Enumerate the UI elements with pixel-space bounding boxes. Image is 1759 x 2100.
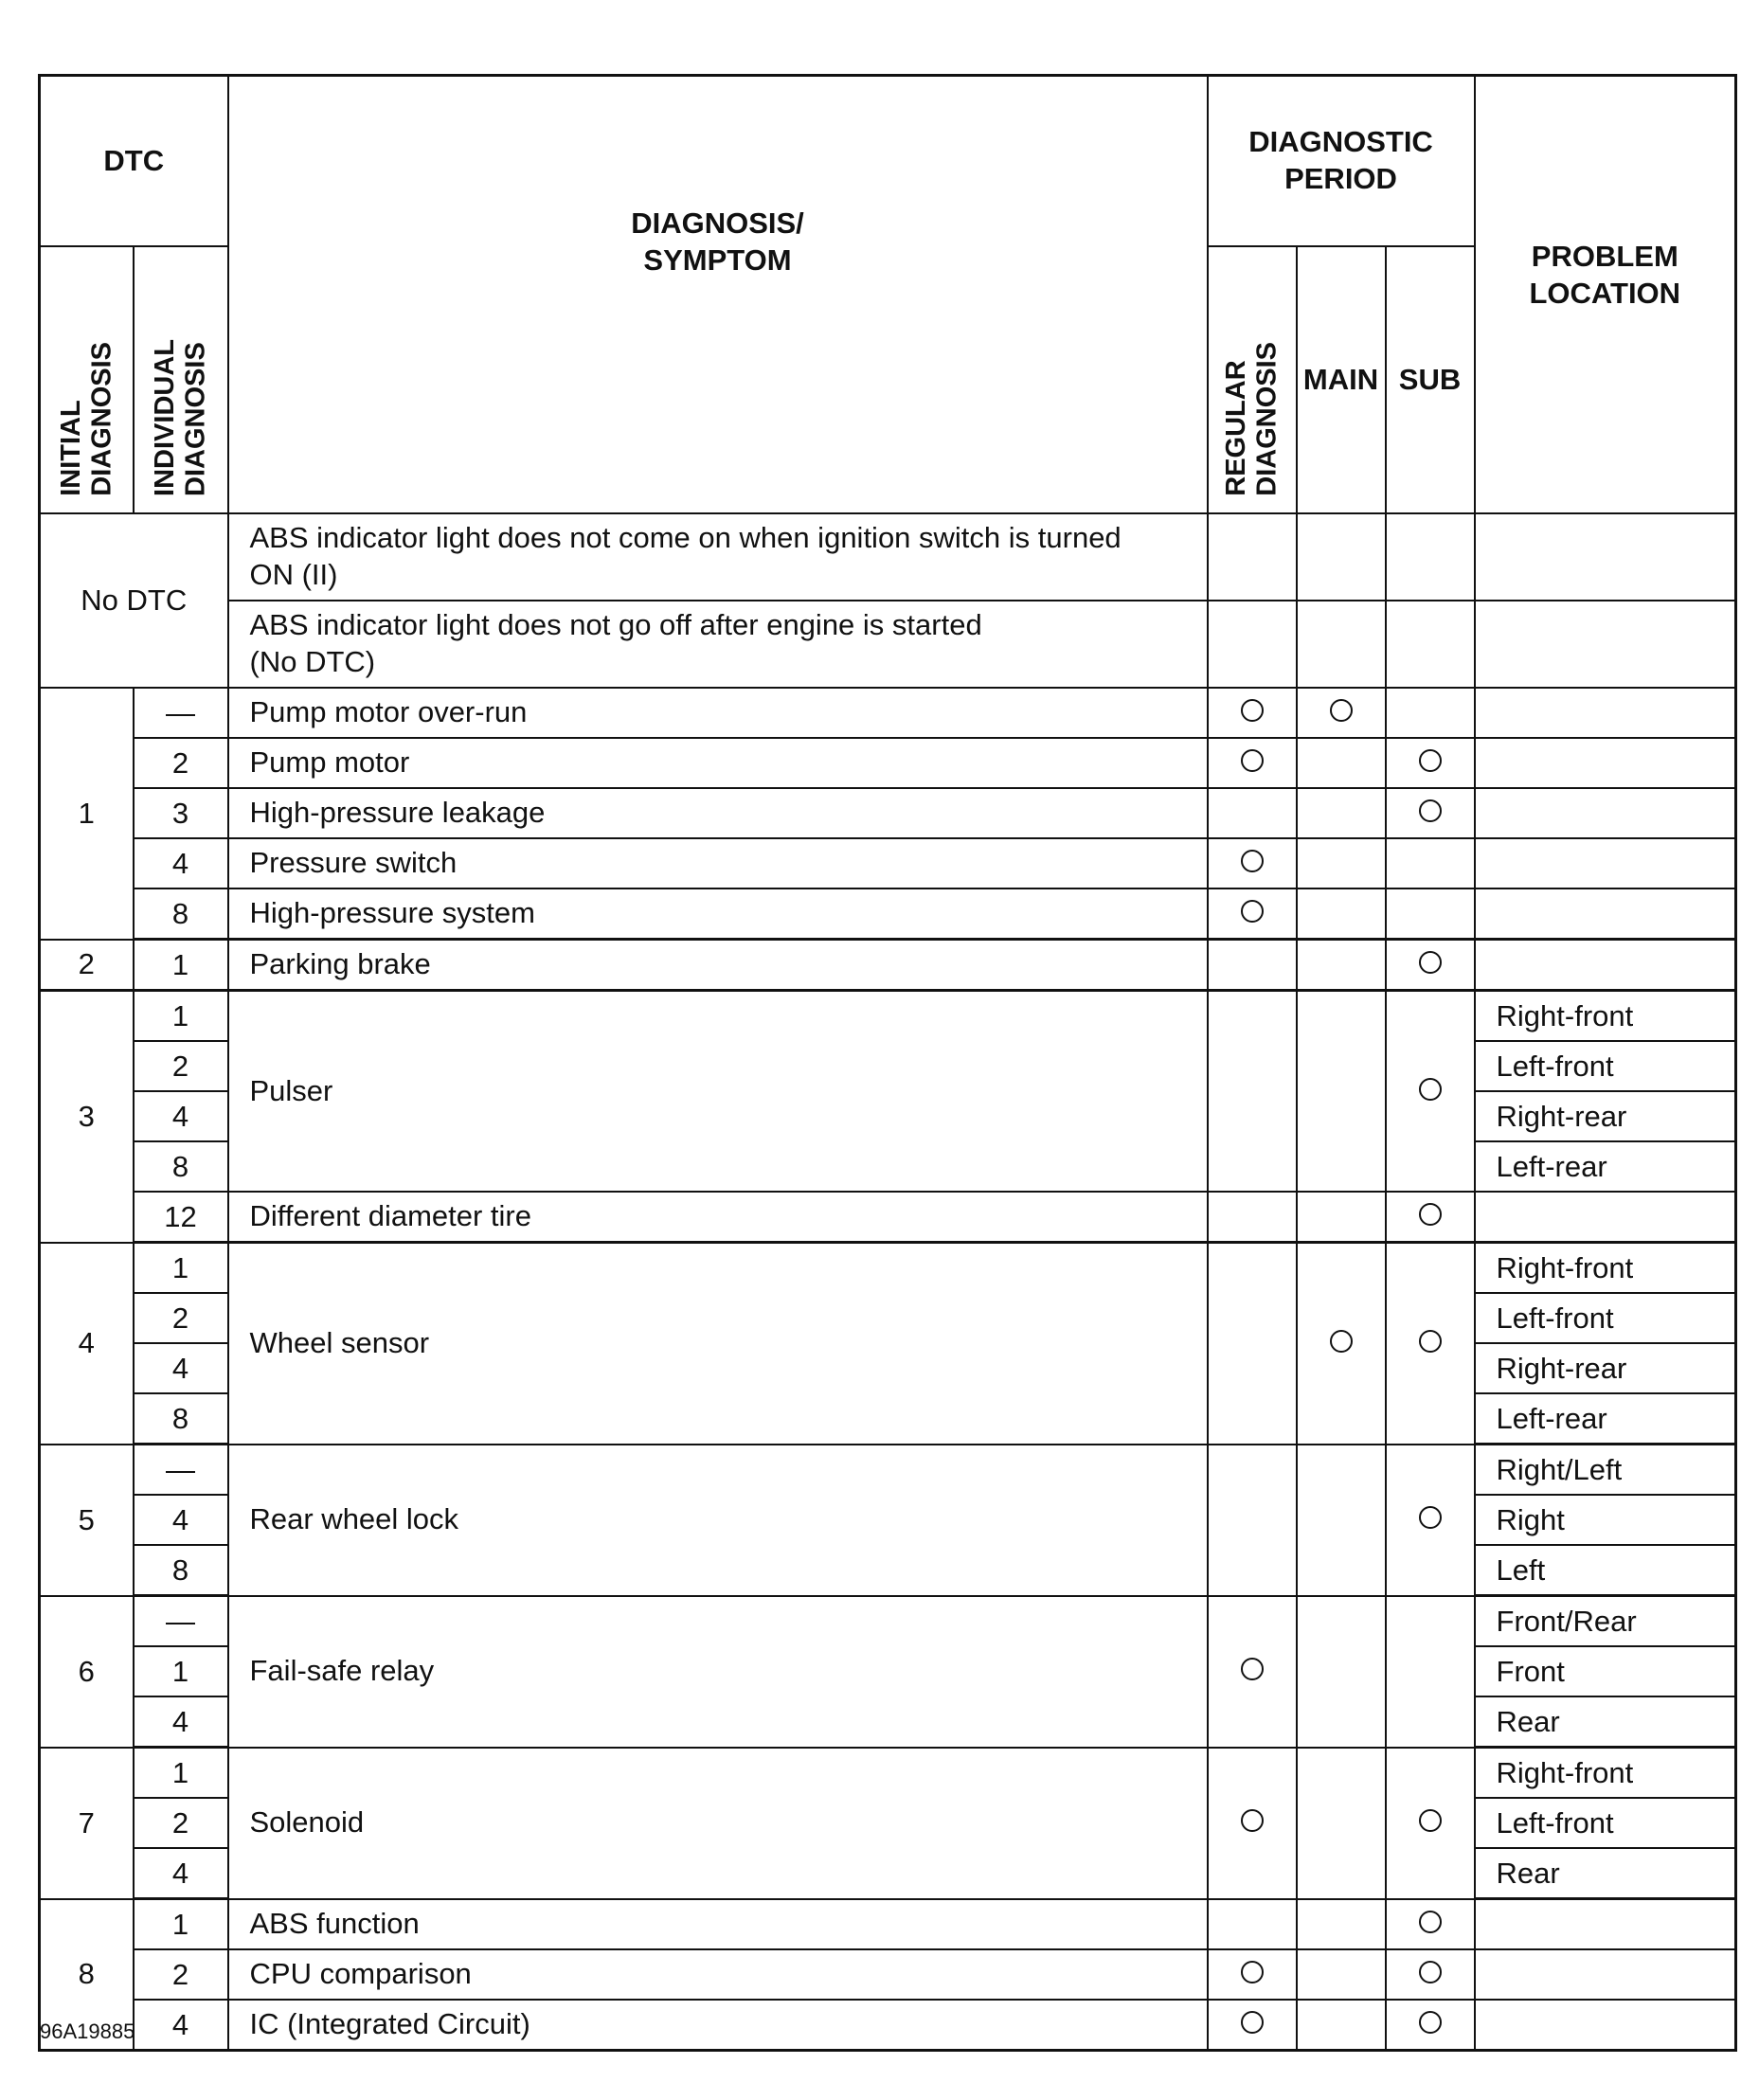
regular-diagnosis-header: REGULAR DIAGNOSIS <box>1208 246 1297 513</box>
location-cell <box>1475 688 1736 738</box>
symptom-cell: ABS function <box>228 1899 1208 1950</box>
sub-code-cell: 4 <box>134 838 228 888</box>
location-cell <box>1475 1192 1736 1243</box>
regular-cell <box>1386 940 1475 991</box>
sub-code-cell: 1 <box>134 991 228 1042</box>
table-row <box>40 1949 1736 2000</box>
main-code-cell: 4 <box>40 1243 134 1445</box>
location-cell: Right-front <box>1475 1748 1736 1799</box>
circle-mark-icon <box>1330 1330 1353 1353</box>
circle-mark-icon <box>1241 749 1264 772</box>
sub-code-cell: 3 <box>134 788 228 838</box>
table-row <box>40 738 1736 788</box>
location-cell: Left-rear <box>1475 1141 1736 1192</box>
location-cell: Left-front <box>1475 1041 1736 1091</box>
circle-mark-icon <box>1419 1078 1442 1101</box>
regular-cell <box>1386 1899 1475 1950</box>
symptom-cell: High-pressure leakage <box>228 788 1208 838</box>
table-row <box>40 788 1736 838</box>
symptom-cell: Different diameter tire <box>228 1192 1208 1243</box>
location-cell: Front <box>1475 1646 1736 1696</box>
table-row <box>40 1596 1736 1647</box>
table-row <box>40 1192 1736 1243</box>
individual-cell <box>1297 738 1386 788</box>
main-code-cell: 8 <box>40 1899 134 2051</box>
individual-cell <box>1297 838 1386 888</box>
sub-code-cell: 2 <box>134 738 228 788</box>
sub-code-cell: 1 <box>134 1899 228 1950</box>
symptom-cell: Fail-safe relay <box>228 1596 1208 1748</box>
circle-mark-icon <box>1419 1506 1442 1529</box>
circle-mark-icon <box>1419 799 1442 822</box>
regular-cell <box>1386 991 1475 1193</box>
table-row <box>40 688 1736 738</box>
individual-cell <box>1297 688 1386 738</box>
symptom-cell: ABS indicator light does not come on when ignition switch is turned ON (II) <box>228 513 1208 601</box>
main-code-cell: 5 <box>40 1445 134 1596</box>
sub-code-cell: 2 <box>134 1949 228 2000</box>
location-cell <box>1475 738 1736 788</box>
sub-code-cell: 2 <box>134 1041 228 1091</box>
initial-cell <box>1208 601 1297 688</box>
sub-header: SUB <box>1386 246 1475 513</box>
circle-mark-icon <box>1330 699 1353 722</box>
initial-cell <box>1208 738 1297 788</box>
main-code-cell: 3 <box>40 991 134 1243</box>
circle-mark-icon <box>1419 2011 1442 2034</box>
symptom-cell: CPU comparison <box>228 1949 1208 2000</box>
table-row <box>40 940 1736 991</box>
regular-cell <box>1386 2000 1475 2051</box>
initial-cell <box>1208 1596 1297 1748</box>
circle-mark-icon <box>1241 900 1264 923</box>
sub-code-cell: 8 <box>134 1393 228 1445</box>
sub-code-cell: 8 <box>134 888 228 940</box>
circle-mark-icon <box>1419 1203 1442 1226</box>
initial-cell <box>1208 788 1297 838</box>
initial-diagnosis-header: INITIAL DIAGNOSIS <box>40 246 134 513</box>
table-row <box>40 991 1736 1042</box>
main-code-cell: 6 <box>40 1596 134 1748</box>
regular-cell <box>1386 838 1475 888</box>
location-cell <box>1475 838 1736 888</box>
sub-code-cell: 4 <box>134 1091 228 1141</box>
initial-cell <box>1208 940 1297 991</box>
initial-cell <box>1208 1949 1297 2000</box>
location-cell: Rear <box>1475 1696 1736 1748</box>
individual-cell <box>1297 888 1386 940</box>
regular-cell <box>1386 788 1475 838</box>
initial-cell <box>1208 991 1297 1193</box>
regular-cell <box>1386 513 1475 601</box>
circle-mark-icon <box>1241 1961 1264 1983</box>
main-code-cell: 7 <box>40 1748 134 1899</box>
sub-code-cell: — <box>134 1445 228 1496</box>
regular-cell <box>1386 601 1475 688</box>
location-cell: Right/Left <box>1475 1445 1736 1496</box>
table-row <box>40 1748 1736 1799</box>
location-cell: Right-rear <box>1475 1343 1736 1393</box>
individual-diagnosis-header: INDIVIDUAL DIAGNOSIS <box>134 246 228 513</box>
location-cell <box>1475 601 1736 688</box>
individual-cell <box>1297 1192 1386 1243</box>
circle-mark-icon <box>1241 699 1264 722</box>
initial-cell <box>1208 1899 1297 1950</box>
initial-cell <box>1208 2000 1297 2051</box>
regular-cell <box>1386 688 1475 738</box>
circle-mark-icon <box>1419 1809 1442 1832</box>
sub-code-cell: 2 <box>134 1798 228 1848</box>
individual-cell <box>1297 991 1386 1193</box>
table-row <box>40 1445 1736 1496</box>
table-row <box>40 601 1736 688</box>
sub-code-cell: 2 <box>134 1293 228 1343</box>
individual-cell <box>1297 940 1386 991</box>
no-dtc-label: No DTC <box>40 513 228 688</box>
individual-cell <box>1297 601 1386 688</box>
main-code-cell: 2 <box>40 940 134 991</box>
diagnostic-period-header: DIAGNOSTIC PERIOD <box>1208 76 1475 247</box>
sub-code-cell: 4 <box>134 1343 228 1393</box>
regular-cell <box>1386 1192 1475 1243</box>
symptom-cell: ABS indicator light does not go off after engine is started (No DTC) <box>228 601 1208 688</box>
sub-code-cell: — <box>134 1596 228 1647</box>
table-row <box>40 838 1736 888</box>
regular-cell <box>1386 738 1475 788</box>
table-row <box>40 1243 1736 1294</box>
sub-code-cell: 1 <box>134 1646 228 1696</box>
regular-cell <box>1386 888 1475 940</box>
initial-cell <box>1208 1748 1297 1899</box>
circle-mark-icon <box>1419 1911 1442 1933</box>
location-cell: Right-rear <box>1475 1091 1736 1141</box>
circle-mark-icon <box>1419 749 1442 772</box>
initial-cell <box>1208 838 1297 888</box>
table-row <box>40 1899 1736 1950</box>
sub-code-cell: 12 <box>134 1192 228 1243</box>
location-cell: Right-front <box>1475 1243 1736 1294</box>
initial-cell <box>1208 513 1297 601</box>
location-cell: Left-front <box>1475 1293 1736 1343</box>
sub-code-cell: 1 <box>134 1243 228 1294</box>
dtc-header: DTC <box>40 76 228 247</box>
sub-code-cell: 4 <box>134 2000 228 2051</box>
initial-cell <box>1208 888 1297 940</box>
table-row <box>40 513 1736 601</box>
problem-location-header: PROBLEM LOCATION <box>1475 76 1736 514</box>
location-cell <box>1475 2000 1736 2051</box>
circle-mark-icon <box>1241 1658 1264 1680</box>
sub-code-cell: 1 <box>134 1748 228 1799</box>
table-body <box>40 513 1736 2051</box>
regular-cell <box>1386 1596 1475 1748</box>
symptom-cell: IC (Integrated Circuit) <box>228 2000 1208 2051</box>
sub-code-cell: 4 <box>134 1848 228 1899</box>
individual-cell <box>1297 2000 1386 2051</box>
symptom-cell: Solenoid <box>228 1748 1208 1899</box>
location-cell: Left-rear <box>1475 1393 1736 1445</box>
location-cell <box>1475 888 1736 940</box>
main-header: MAIN <box>1297 246 1386 513</box>
individual-cell <box>1297 788 1386 838</box>
circle-mark-icon <box>1419 951 1442 974</box>
regular-cell <box>1386 1748 1475 1899</box>
sub-code-cell: 8 <box>134 1141 228 1192</box>
circle-mark-icon <box>1419 1330 1442 1353</box>
location-cell: Right-front <box>1475 991 1736 1042</box>
individual-cell <box>1297 1596 1386 1748</box>
initial-cell <box>1208 1445 1297 1596</box>
sub-code-cell: — <box>134 688 228 738</box>
sub-code-cell: 8 <box>134 1545 228 1596</box>
regular-cell <box>1386 1949 1475 2000</box>
regular-cell <box>1386 1445 1475 1596</box>
circle-mark-icon <box>1241 850 1264 872</box>
sub-code-cell: 1 <box>134 940 228 991</box>
initial-cell <box>1208 688 1297 738</box>
location-cell <box>1475 1899 1736 1950</box>
initial-cell <box>1208 1192 1297 1243</box>
location-cell: Front/Rear <box>1475 1596 1736 1647</box>
circle-mark-icon <box>1241 1809 1264 1832</box>
dtc-table <box>38 74 1737 2052</box>
symptom-cell: Pump motor <box>228 738 1208 788</box>
sub-code-cell: 4 <box>134 1696 228 1748</box>
location-cell <box>1475 513 1736 601</box>
location-cell: Left <box>1475 1545 1736 1596</box>
circle-mark-icon <box>1241 2011 1264 2034</box>
individual-cell <box>1297 513 1386 601</box>
regular-cell <box>1386 1243 1475 1445</box>
symptom-cell: Rear wheel lock <box>228 1445 1208 1596</box>
symptom-cell: Pulser <box>228 991 1208 1193</box>
main-code-cell: 1 <box>40 688 134 940</box>
individual-cell <box>1297 1445 1386 1596</box>
individual-cell <box>1297 1899 1386 1950</box>
circle-mark-icon <box>1419 1961 1442 1983</box>
individual-cell <box>1297 1243 1386 1445</box>
location-cell <box>1475 940 1736 991</box>
location-cell: Right <box>1475 1495 1736 1545</box>
location-cell <box>1475 1949 1736 2000</box>
symptom-cell: Pressure switch <box>228 838 1208 888</box>
location-cell: Rear <box>1475 1848 1736 1899</box>
diagnosis-symptom-header: DIAGNOSIS/ SYMPTOM <box>228 76 1208 514</box>
initial-cell <box>1208 1243 1297 1445</box>
sub-code-cell: 4 <box>134 1495 228 1545</box>
table-row <box>40 2000 1736 2051</box>
table-header <box>40 76 1736 514</box>
individual-cell <box>1297 1949 1386 2000</box>
symptom-cell: Wheel sensor <box>228 1243 1208 1445</box>
location-cell: Left-front <box>1475 1798 1736 1848</box>
table-row <box>40 888 1736 940</box>
symptom-cell: Parking brake <box>228 940 1208 991</box>
symptom-cell: Pump motor over-run <box>228 688 1208 738</box>
individual-cell <box>1297 1748 1386 1899</box>
location-cell <box>1475 788 1736 838</box>
symptom-cell: High-pressure system <box>228 888 1208 940</box>
figure-id: 96A19885 <box>40 2019 135 2043</box>
